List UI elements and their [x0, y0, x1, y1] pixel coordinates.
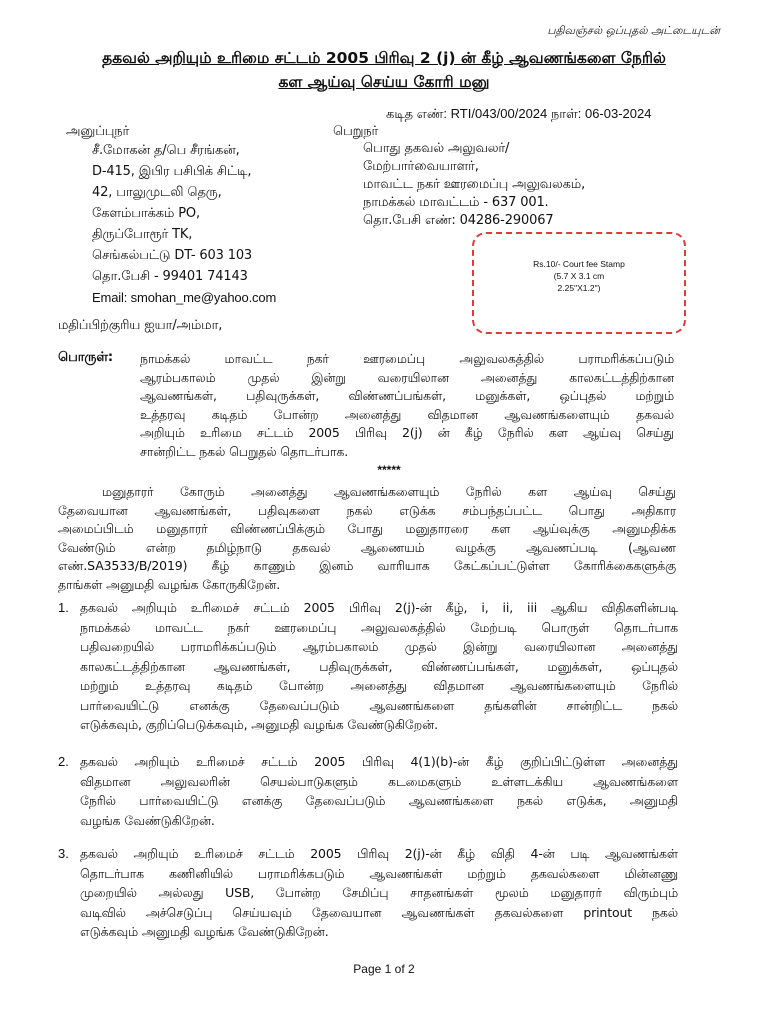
- recipient-line: நாமக்கல் மாவட்டம் - 637 001.: [363, 195, 549, 210]
- court-fee-stamp-box: [472, 232, 686, 334]
- item-line: விதமான அலுவலரின் செயல்பாடுகளும் கடமைகளும் உள்ளடக்கிய ஆவணங்களை: [80, 773, 678, 789]
- subject-line: அறியும் உரிமை சட்டம் 2005 பிரிவு 2(j) ன் கீழ் நேரில் கள ஆய்வு செய்து: [140, 425, 674, 440]
- intro-line: தேவையான ஆவணங்கள், பதிவுகளை நகல் எடுக்க சம்பந்தப்பட்ட பொது அதிகார: [58, 502, 676, 518]
- sender-line: தொ.பேசி - 99401 74143: [92, 269, 248, 284]
- subject-label: பொருள்:: [58, 350, 113, 365]
- sender-line: 42, பாலுமுடலி தெரு,: [92, 185, 222, 200]
- stamp-line: Rs.10/- Court fee Stamp: [533, 259, 625, 269]
- sender-line: கேளம்பாக்கம் PO,: [92, 206, 200, 221]
- recipient-line: மேற்பார்வையாளர்,: [363, 159, 479, 174]
- recipient-address: [363, 140, 585, 230]
- item-line: மற்றும் உத்தரவு கடிதம் போன்ற அனைத்து விதமான ஆவணங்களையும் நேரில்: [80, 678, 678, 693]
- sender-line: D-415, இபிர பசிபிக் சிட்டி,: [92, 164, 252, 179]
- subject-line: சான்றிட்ட நகல் பெறுதல் தொடர்பாக.: [140, 443, 349, 459]
- item-line: பதிவறையில் பராமரிக்கப்படும் ஆரம்பகாலம் முதல் இன்று வரையிலான அனைத்து: [80, 639, 678, 654]
- stamp-line: 2.25"X1.2"): [557, 283, 601, 293]
- subject-line: நாமக்கல் மாவட்ட நகர் ஊரமைப்பு அலுவலகத்தில் பராமரிக்கப்படும்: [140, 351, 674, 366]
- sender-line: திருப்போரூர் TK,: [92, 227, 193, 242]
- sender-line: சீ.மோகன் த/பெ சீரங்கன்,: [92, 143, 240, 158]
- item-line: பார்வையிட்டு எனக்கு தேவைப்படும் ஆவணங்களை தங்களின் சான்றிட்ட நகல்: [80, 697, 678, 713]
- item-line: தகவல் அறியும் உரிமைச் சட்டம் 2005 பிரிவு 4(1)(b)-ன் கீழ் குறிப்பிட்டுள்ள அனைத்து: [80, 754, 678, 769]
- subject-text: [140, 350, 674, 461]
- recipient-line: பொது தகவல் அலுவலர்/: [363, 141, 510, 156]
- separator: *****: [377, 463, 401, 477]
- subject-line: ஆவணங்கள், பதிவுருக்கள், விண்ணப்பங்கள், மனுக்கள், ஒப்புதல் மற்றும்: [140, 388, 674, 403]
- salutation: மதிப்பிற்குரிய ஐயா/அம்மா,: [58, 318, 223, 333]
- page-number: Page 1 of 2: [353, 962, 415, 976]
- intro-line: வேண்டும் என்ற தமிழ்நாடு தகவல் ஆணையம் வழக்கு ஆவணப்படி (ஆவண: [58, 539, 676, 555]
- recipient-line: தொ.பேசி எண்: 04286-290067: [363, 213, 554, 228]
- list-item: [80, 844, 678, 942]
- intro-line: அமைப்பிடம் மனுதாரர் விண்ணப்பிக்கும் போது மனுதாரரை கள ஆய்வுக்கு அனுமதிக்க: [58, 521, 676, 536]
- item-line: முறையில் அல்லது USB, போன்ற சேமிப்பு சாதனங்கள் மூலம் மனுதாரர் விரும்பும்: [80, 885, 678, 900]
- list-number: 3.: [58, 846, 69, 861]
- item-line: தகவல் அறியும் உரிமைச் சட்டம் 2005 பிரிவு 2(j)-ன் கீழ் விதி 4-ன் படி ஆவணங்கள்: [80, 846, 678, 861]
- intro-line: எண்.SA3533/B/2019) கீழ் காணும் இனம் வாரியாக கேட்கப்பட்டுள்ள கோரிக்கைகளுக்கு: [58, 558, 676, 573]
- reference-number: கடித எண்: RTI/043/00/2024 நாள்: 06-03-2024: [386, 106, 652, 121]
- intro-paragraph: [58, 483, 676, 594]
- list-number: 1.: [58, 600, 69, 615]
- item-line: எடுக்கவும், குறிப்பெடுக்கவும், அனுமதி வழங்க வேண்டுகிறேன்.: [80, 717, 438, 732]
- document-title: [0, 46, 768, 94]
- intro-line: மனுதாரர் கோரும் அனைத்து ஆவணங்களையும் நேரில் கள ஆய்வு செய்து: [102, 484, 676, 499]
- item-line: எடுக்கவும் அனுமதி வழங்க வேண்டுகிறேன்.: [80, 924, 329, 939]
- sender-heading: அனுப்புநர்: [66, 124, 130, 139]
- item-line: நேரில் பார்வையிட்டு எனக்கு தேவைப்படும் ஆவணங்களை நகல் எடுக்க, அனுமதி: [80, 793, 678, 808]
- title-line: தகவல் அறியும் உரிமை சட்டம் 2005 பிரிவு 2 (j) ன் கீழ் ஆவணங்களை நேரில்: [102, 49, 666, 67]
- list-number: 2.: [58, 754, 69, 769]
- list-item: [80, 752, 678, 830]
- sender-line: செங்கல்பட்டு DT- 603 103: [92, 248, 253, 263]
- recipient-line: மாவட்ட நகர் ஊரமைப்பு அலுவலகம்,: [363, 177, 586, 192]
- item-line: வடிவில் அச்செடுப்பு செய்யவும் தேவையான ஆவணங்கள் தகவல்களை printout நகல்: [80, 904, 678, 920]
- subject-line: உத்தரவு கடிதம் போன்ற அனைத்து விதமான ஆவணங்களையும் தகவல்: [140, 406, 674, 422]
- stamp-line: (5.7 X 3.1 cm: [553, 271, 605, 281]
- sender-email: Email: smohan_me@yahoo.com: [92, 290, 277, 305]
- header-note: பதிவஞ்சல் ஒப்புதல் அட்டையுடன்: [547, 24, 720, 37]
- subject-line: ஆரம்பகாலம் முதல் இன்று வரையிலான அனைத்து காலகட்டத்திற்கான: [140, 369, 674, 385]
- item-line: நாமக்கல் மாவட்ட நகர் ஊரமைப்பு அலுவலகத்தில் மேற்படி பொருள் தொடர்பாக: [80, 619, 678, 635]
- sender-address: [92, 140, 276, 308]
- item-line: தகவல் அறியும் உரிமைச் சட்டம் 2005 பிரிவு 2(j)-ன் கீழ், i, ii, iii ஆகிய விதிகளின்படி: [80, 600, 678, 615]
- item-line: தொடர்பாக கணினியில் பராமரிக்கபடும் ஆவணங்கள் மற்றும் தகவல்களை மின்னணு: [80, 865, 678, 881]
- item-line: காலகட்டத்திற்கான ஆவணங்கள், பதிவுருக்கள், விண்ணப்பங்கள், மனுக்கள், ஒப்புதல்: [80, 658, 678, 674]
- title-line: கள ஆய்வு செய்ய கோரி மனு: [278, 73, 490, 91]
- recipient-heading: பெறுநர்: [333, 124, 379, 139]
- item-line: வழங்க வேண்டுகிறேன்.: [80, 812, 215, 828]
- intro-line: தாங்கள் அனுமதி வழங்க கோருகிறேன்.: [58, 576, 281, 592]
- list-item: [80, 598, 678, 735]
